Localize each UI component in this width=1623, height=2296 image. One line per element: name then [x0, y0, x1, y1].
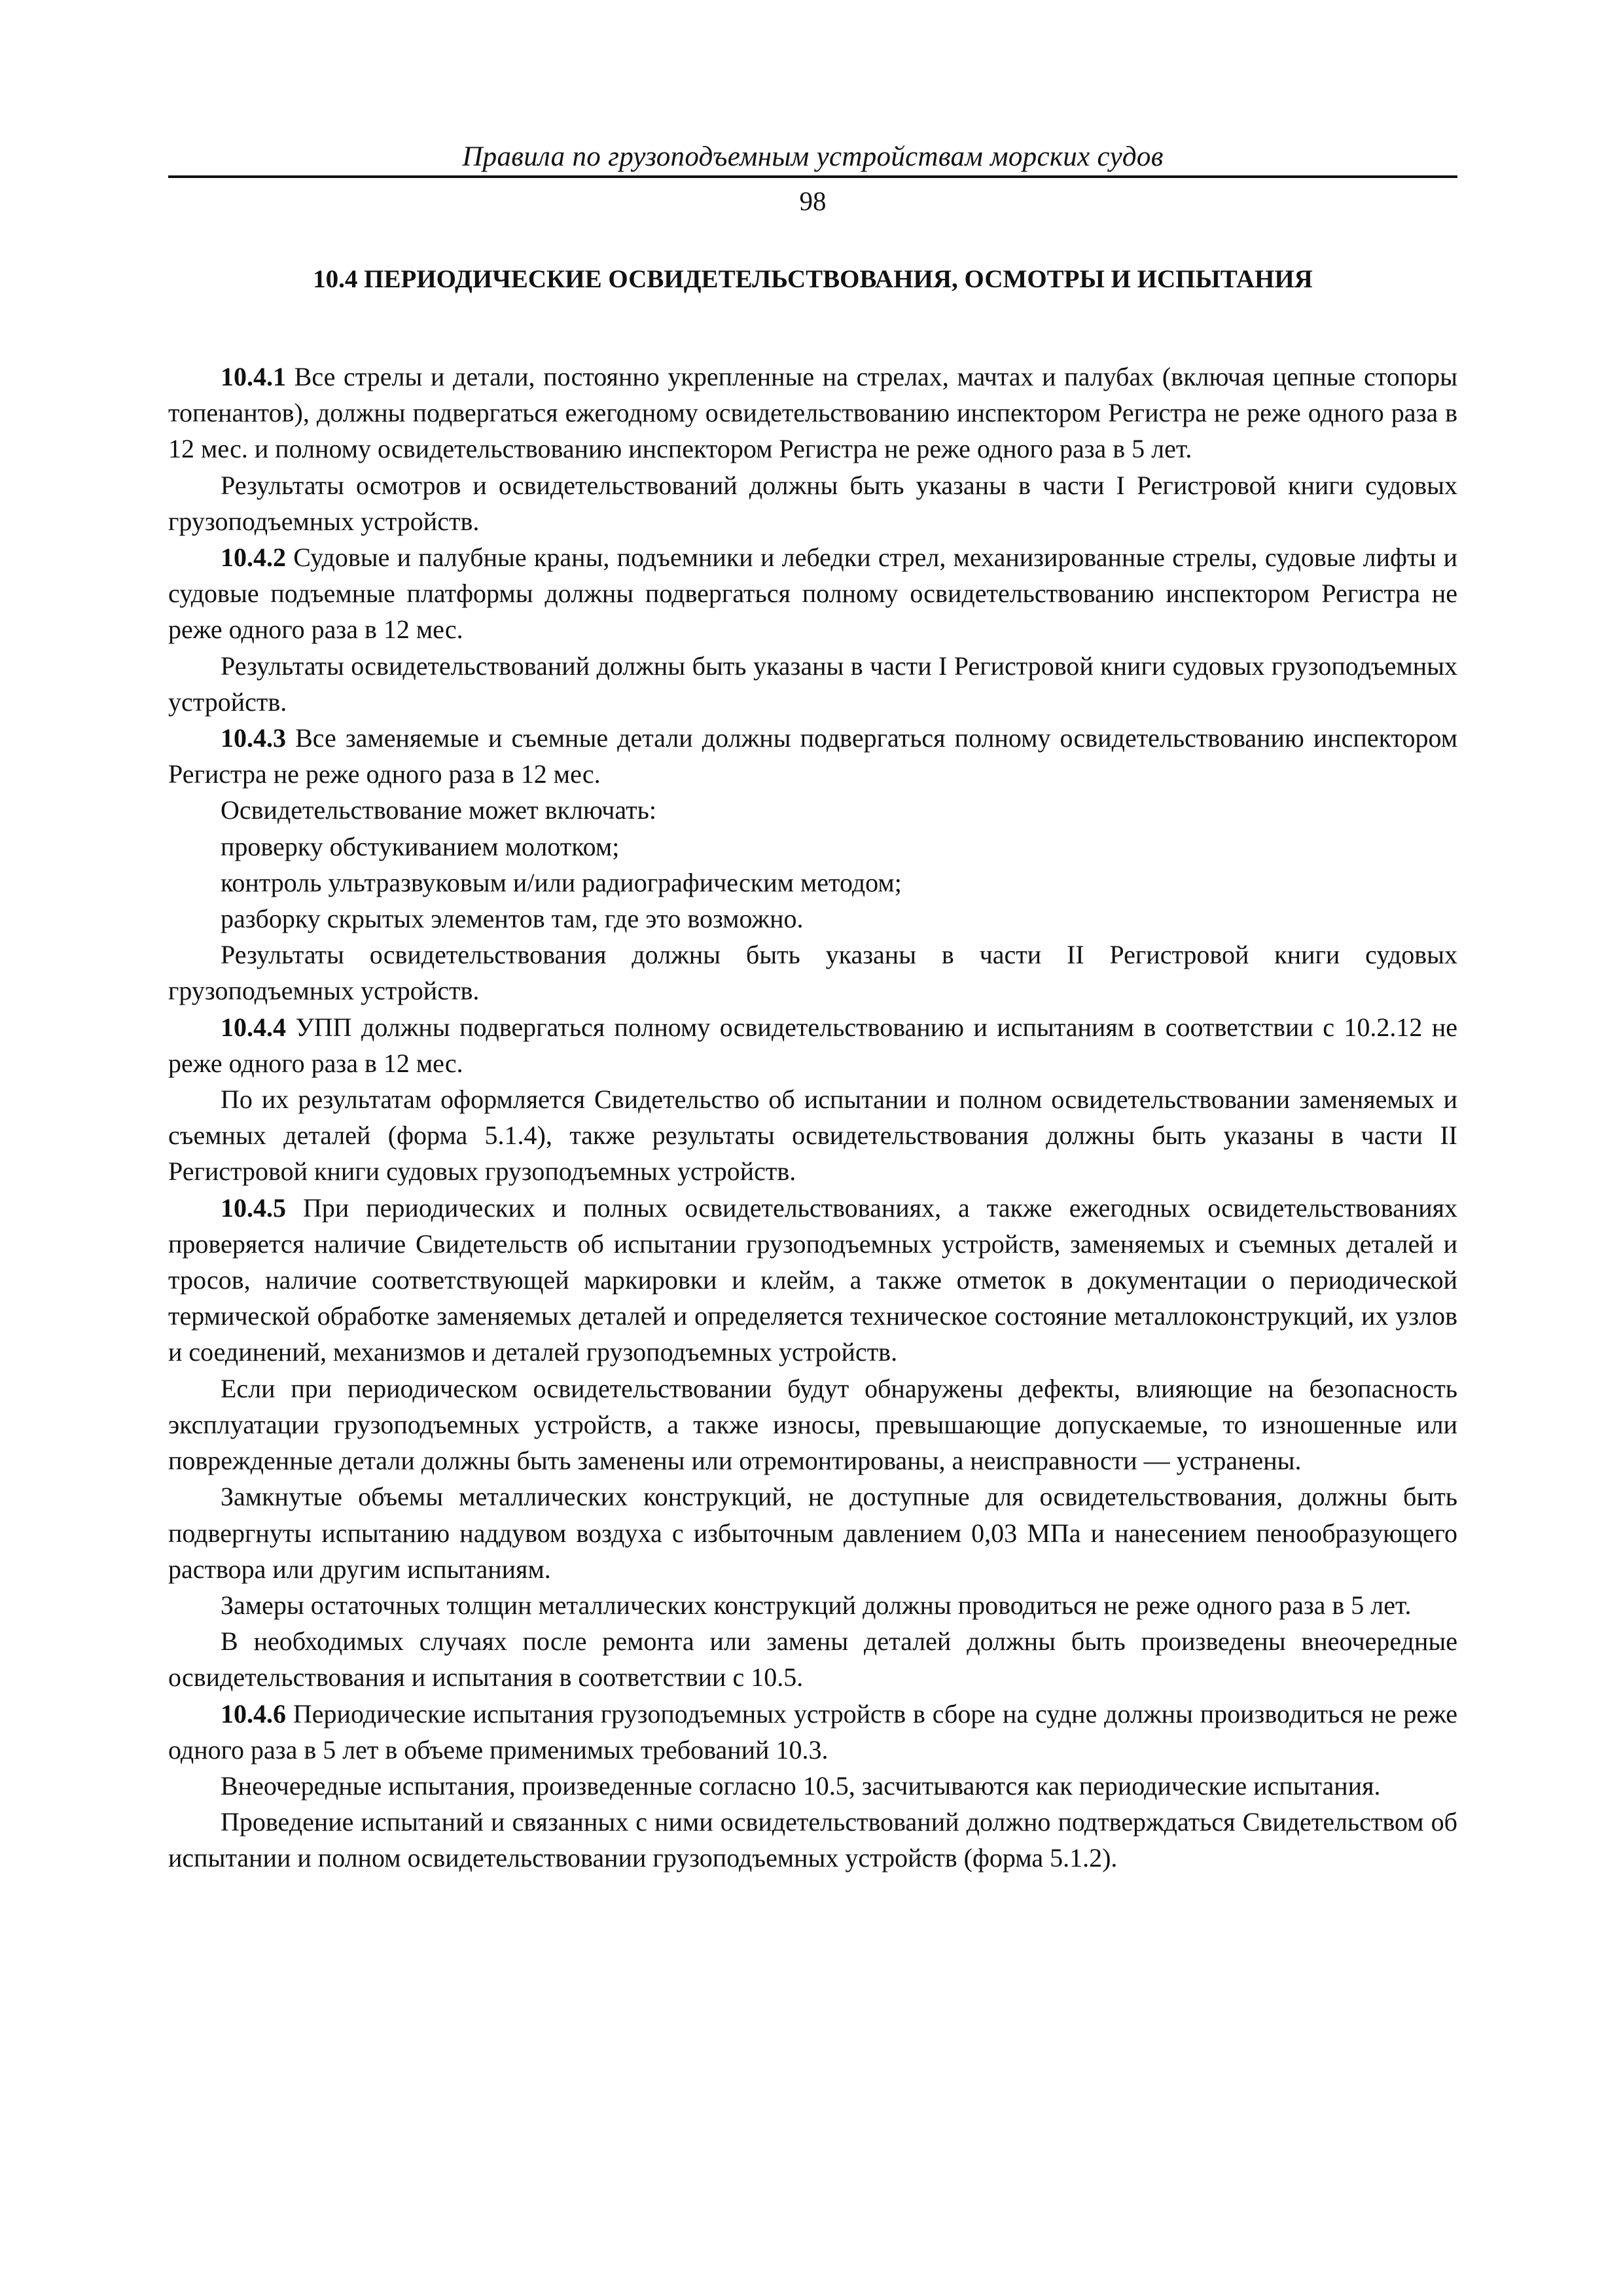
paragraph-text: Если при периодическом освидетельствовании будут обнаружены дефекты, влияющие на безопасность эксплуатации грузоподъемных устройств, а также износы, превышающие допускаемые, то изношенные или поврежденные детали должны быть заменены или отремонтированы, а неисправности — устранены.: [168, 1373, 1457, 1476]
paragraph-text: Все заменяемые и съемные детали должны подвергаться полному освидетельствованию инспектором Регистра не реже одного раза в 12 мес.: [168, 723, 1458, 789]
document-page: [168, 0, 1457, 2296]
clause-number: 10.4.4: [221, 1012, 286, 1042]
paragraph: [168, 1587, 1457, 1623]
paragraph-text: Судовые и палубные краны, подъемники и лебедки стрел, механизированные стрелы, судовые лифты и судовые подъемные платформы должны подвергаться полному освидетельствованию инспектором Регистра не реже одного раза в 12 мес.: [168, 543, 1458, 645]
paragraph-10-4-1: [168, 359, 1457, 467]
paragraph-text: Проведение испытаний и связанных с ними освидетельствований должно подтверждаться Свидетельством об испытании и полном освидетельствовании грузоподъемных устройств (форма 5.1.2).: [168, 1807, 1457, 1873]
paragraph: [168, 1804, 1457, 1876]
paragraph-text: Все стрелы и детали, постоянно укрепленные на стрелах, мачтах и палубах (включая цепные стопоры топенантов), должны подвергаться ежегодному освидетельствованию инспектором Регистра не реже одного раза в 12 мес. и полному освидетельствованию инспектором Регистра не реже одного раза в 5 лет.: [168, 362, 1457, 464]
paragraph-text: Замеры остаточных толщин металлических конструкций должны проводиться не реже одного раза в 5 лет.: [221, 1590, 1412, 1620]
page-number: 98: [799, 186, 827, 216]
paragraph-10-4-6: [168, 1696, 1457, 1768]
header-rule: [168, 175, 1457, 178]
paragraph: [168, 1479, 1457, 1587]
paragraph-text: В необходимых случаях после ремонта или замены деталей должны быть произведены внеочередные освидетельствования и испытания в соответствии с 10.5.: [168, 1626, 1457, 1693]
clause-number: 10.4.3: [221, 723, 286, 753]
paragraph-10-4-5: [168, 1190, 1457, 1371]
clause-number: 10.4.2: [221, 543, 286, 573]
list-item: [168, 829, 1457, 865]
paragraph-10-4-3: [168, 720, 1457, 792]
paragraph-text: Результаты освидетельствований должны быть указаны в части I Регистровой книги судовых грузоподъемных устройств.: [168, 651, 1457, 717]
running-header: Правила по грузоподъемным устройствам морских судов: [462, 141, 1164, 172]
section-title: 10.4 ПЕРИОДИЧЕСКИЕ ОСВИДЕТЕЛЬСТВОВАНИЯ, ОСМОТРЫ И ИСПЫТАНИЯ: [313, 265, 1313, 293]
clause-number: 10.4.6: [221, 1698, 286, 1729]
clause-number: 10.4.5: [221, 1193, 286, 1223]
paragraph: [168, 937, 1457, 1009]
paragraph-10-4-4: [168, 1009, 1457, 1081]
paragraph-text: Освидетельствование может включать:: [221, 795, 656, 825]
section-body: [168, 359, 1457, 1876]
paragraph-text: По их результатам оформляется Свидетельство об испытании и полном освидетельствовании заменяемых и съемных деталей (форма 5.1.4), также результаты освидетельствования должны быть указаны в части II Регистровой книги судовых грузоподъемных устройств.: [168, 1085, 1457, 1187]
paragraph-text: Замкнутые объемы металлических конструкций, не доступные для освидетельствования, должны быть подвергнуты испытанию наддувом воздуха с избыточным давлением 0,03 МПа и нанесением пенообразующего раствора или другим испытаниям.: [168, 1482, 1457, 1584]
paragraph-text: Периодические испытания грузоподъемных устройств в сборе на судне должны производиться не реже одного раза в 5 лет в объеме применимых требований 10.3.: [168, 1698, 1458, 1765]
paragraph-text: Внеочередные испытания, произведенные согласно 10.5, засчитываются как периодические испытания.: [221, 1770, 1381, 1801]
list-item: [168, 901, 1457, 937]
clause-number: 10.4.1: [221, 362, 286, 391]
paragraph: [168, 792, 1457, 828]
paragraph-text: контроль ультразвуковым и/или радиографическим методом;: [221, 867, 902, 897]
paragraph: [168, 648, 1457, 720]
paragraph-text: Результаты освидетельствования должны быть указаны в части II Регистровой книги судовых грузоподъемных устройств.: [168, 940, 1457, 1006]
paragraph-text: разборку скрытых элементов там, где это возможно.: [221, 904, 804, 934]
paragraph-text: При периодических и полных освидетельствованиях, а также ежегодных освидетельствованиях проверяется наличие Свидетельств об испытании грузоподъемных устройств, заменяемых и съемных деталей и тросов, наличие соответствующей маркировки и клейм, а также отметок в документации о периодической термической обработке заменяемых деталей и определяется техническое состояние металлоконструкций, их узлов и соединений, механизмов и деталей грузоподъемных устройств.: [168, 1193, 1458, 1367]
paragraph-10-4-2: [168, 539, 1457, 648]
paragraph-text: Результаты осмотров и освидетельствований должны быть указаны в части I Регистровой книги судовых грузоподъемных устройств.: [168, 470, 1457, 536]
list-item: [168, 865, 1457, 901]
paragraph-text: УПП должны подвергаться полному освидетельствованию и испытаниям в соответствии с 10.2.12 не реже одного раза в 12 мес.: [168, 1012, 1457, 1078]
paragraph: [168, 1623, 1457, 1695]
paragraph: [168, 1081, 1457, 1190]
paragraph: [168, 1371, 1457, 1479]
paragraph: [168, 467, 1457, 539]
paragraph: [168, 1768, 1457, 1804]
paragraph-text: проверку обстукиванием молотком;: [221, 831, 620, 861]
